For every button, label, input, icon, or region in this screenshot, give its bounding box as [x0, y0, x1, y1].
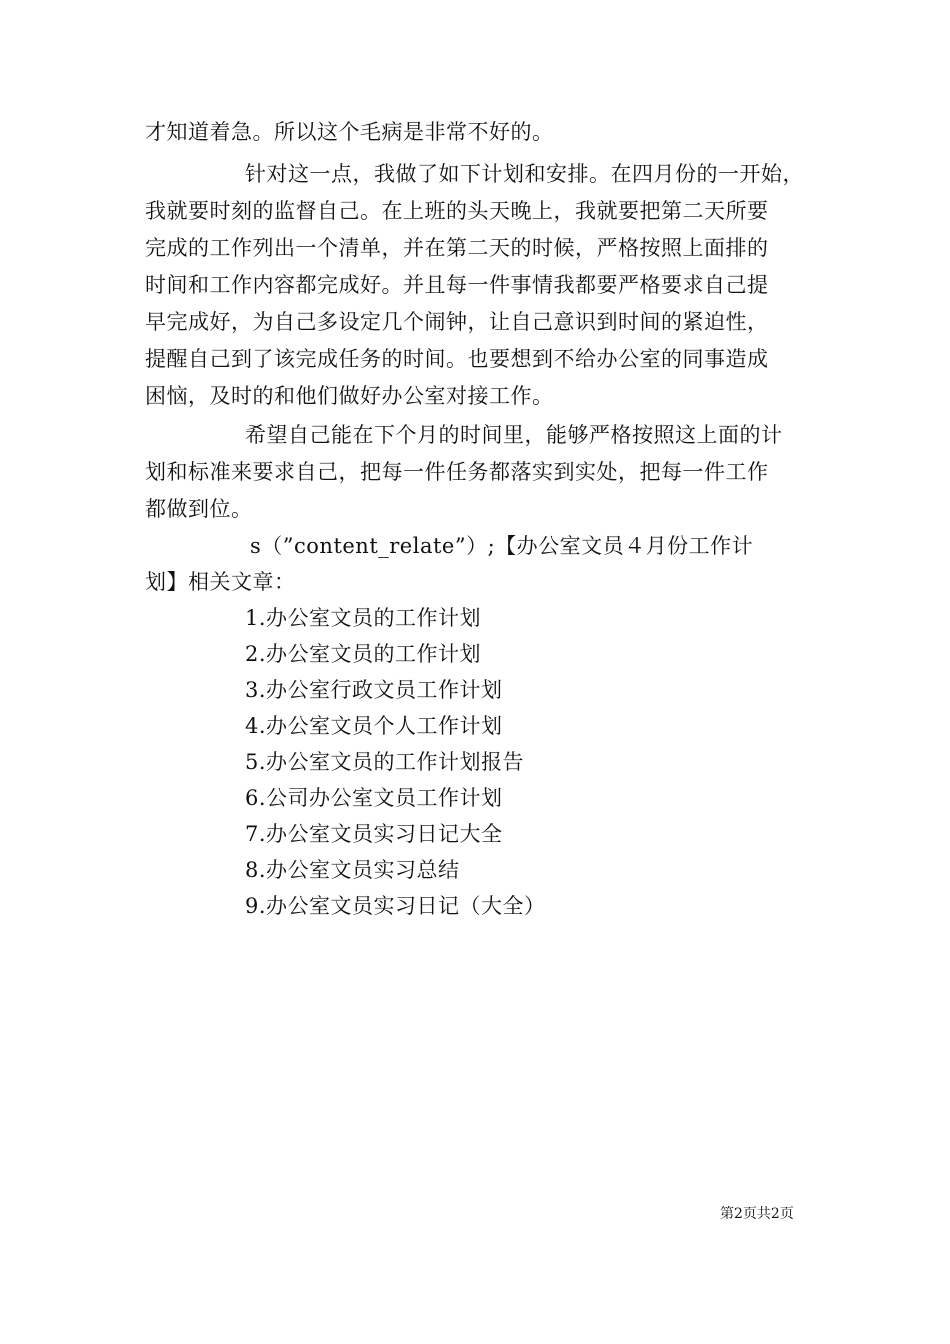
- paragraph-line: 才知道着急。所以这个毛病是非常不好的。: [145, 120, 554, 144]
- related-article-link[interactable]: 1.办公室文员的工作计划: [245, 606, 482, 630]
- paragraph-line: 完成的工作列出一个清单，并在第二天的时候，严格按照上面排的: [145, 236, 769, 260]
- paragraph-line: 提醒自己到了该完成任务的时间。也要想到不给办公室的同事造成: [145, 347, 769, 371]
- related-article-link[interactable]: 9.办公室文员实习日记（大全）: [245, 894, 546, 918]
- related-article-link[interactable]: 6.公司办公室文员工作计划: [245, 786, 503, 810]
- related-article-link[interactable]: 2.办公室文员的工作计划: [245, 642, 482, 666]
- related-article-link[interactable]: 4.办公室文员个人工作计划: [245, 714, 503, 738]
- related-article-link[interactable]: 3.办公室行政文员工作计划: [245, 678, 503, 702]
- paragraph-line: 希望自己能在下个月的时间里，能够严格按照这上面的计: [245, 423, 783, 447]
- paragraph-line: 都做到位。: [145, 497, 253, 521]
- paragraph-line: 针对这一点，我做了如下计划和安排。在四月份的一开始，: [245, 162, 804, 186]
- related-article-link[interactable]: 5.办公室文员的工作计划报告: [245, 750, 525, 774]
- related-script-line: s（”content_relate”）;【办公室文员４月份工作计: [250, 534, 754, 558]
- related-heading: 划】相关文章：: [145, 570, 296, 594]
- paragraph-line: 我就要时刻的监督自己。在上班的头天晚上，我就要把第二天所要: [145, 199, 769, 223]
- related-article-link[interactable]: 8.办公室文员实习总结: [245, 858, 460, 882]
- paragraph-line: 划和标准来要求自己，把每一件任务都落实到实处，把每一件工作: [145, 460, 769, 484]
- paragraph-line: 困恼，及时的和他们做好办公室对接工作。: [145, 384, 554, 408]
- paragraph-line: 时间和工作内容都完成好。并且每一件事情我都要严格要求自己提: [145, 273, 769, 297]
- page-number-footer: 第2页共2页: [720, 1206, 794, 1222]
- paragraph-line: 早完成好，为自己多设定几个闹钟，让自己意识到时间的紧迫性，: [145, 310, 769, 334]
- related-article-link[interactable]: 7.办公室文员实习日记大全: [245, 822, 503, 846]
